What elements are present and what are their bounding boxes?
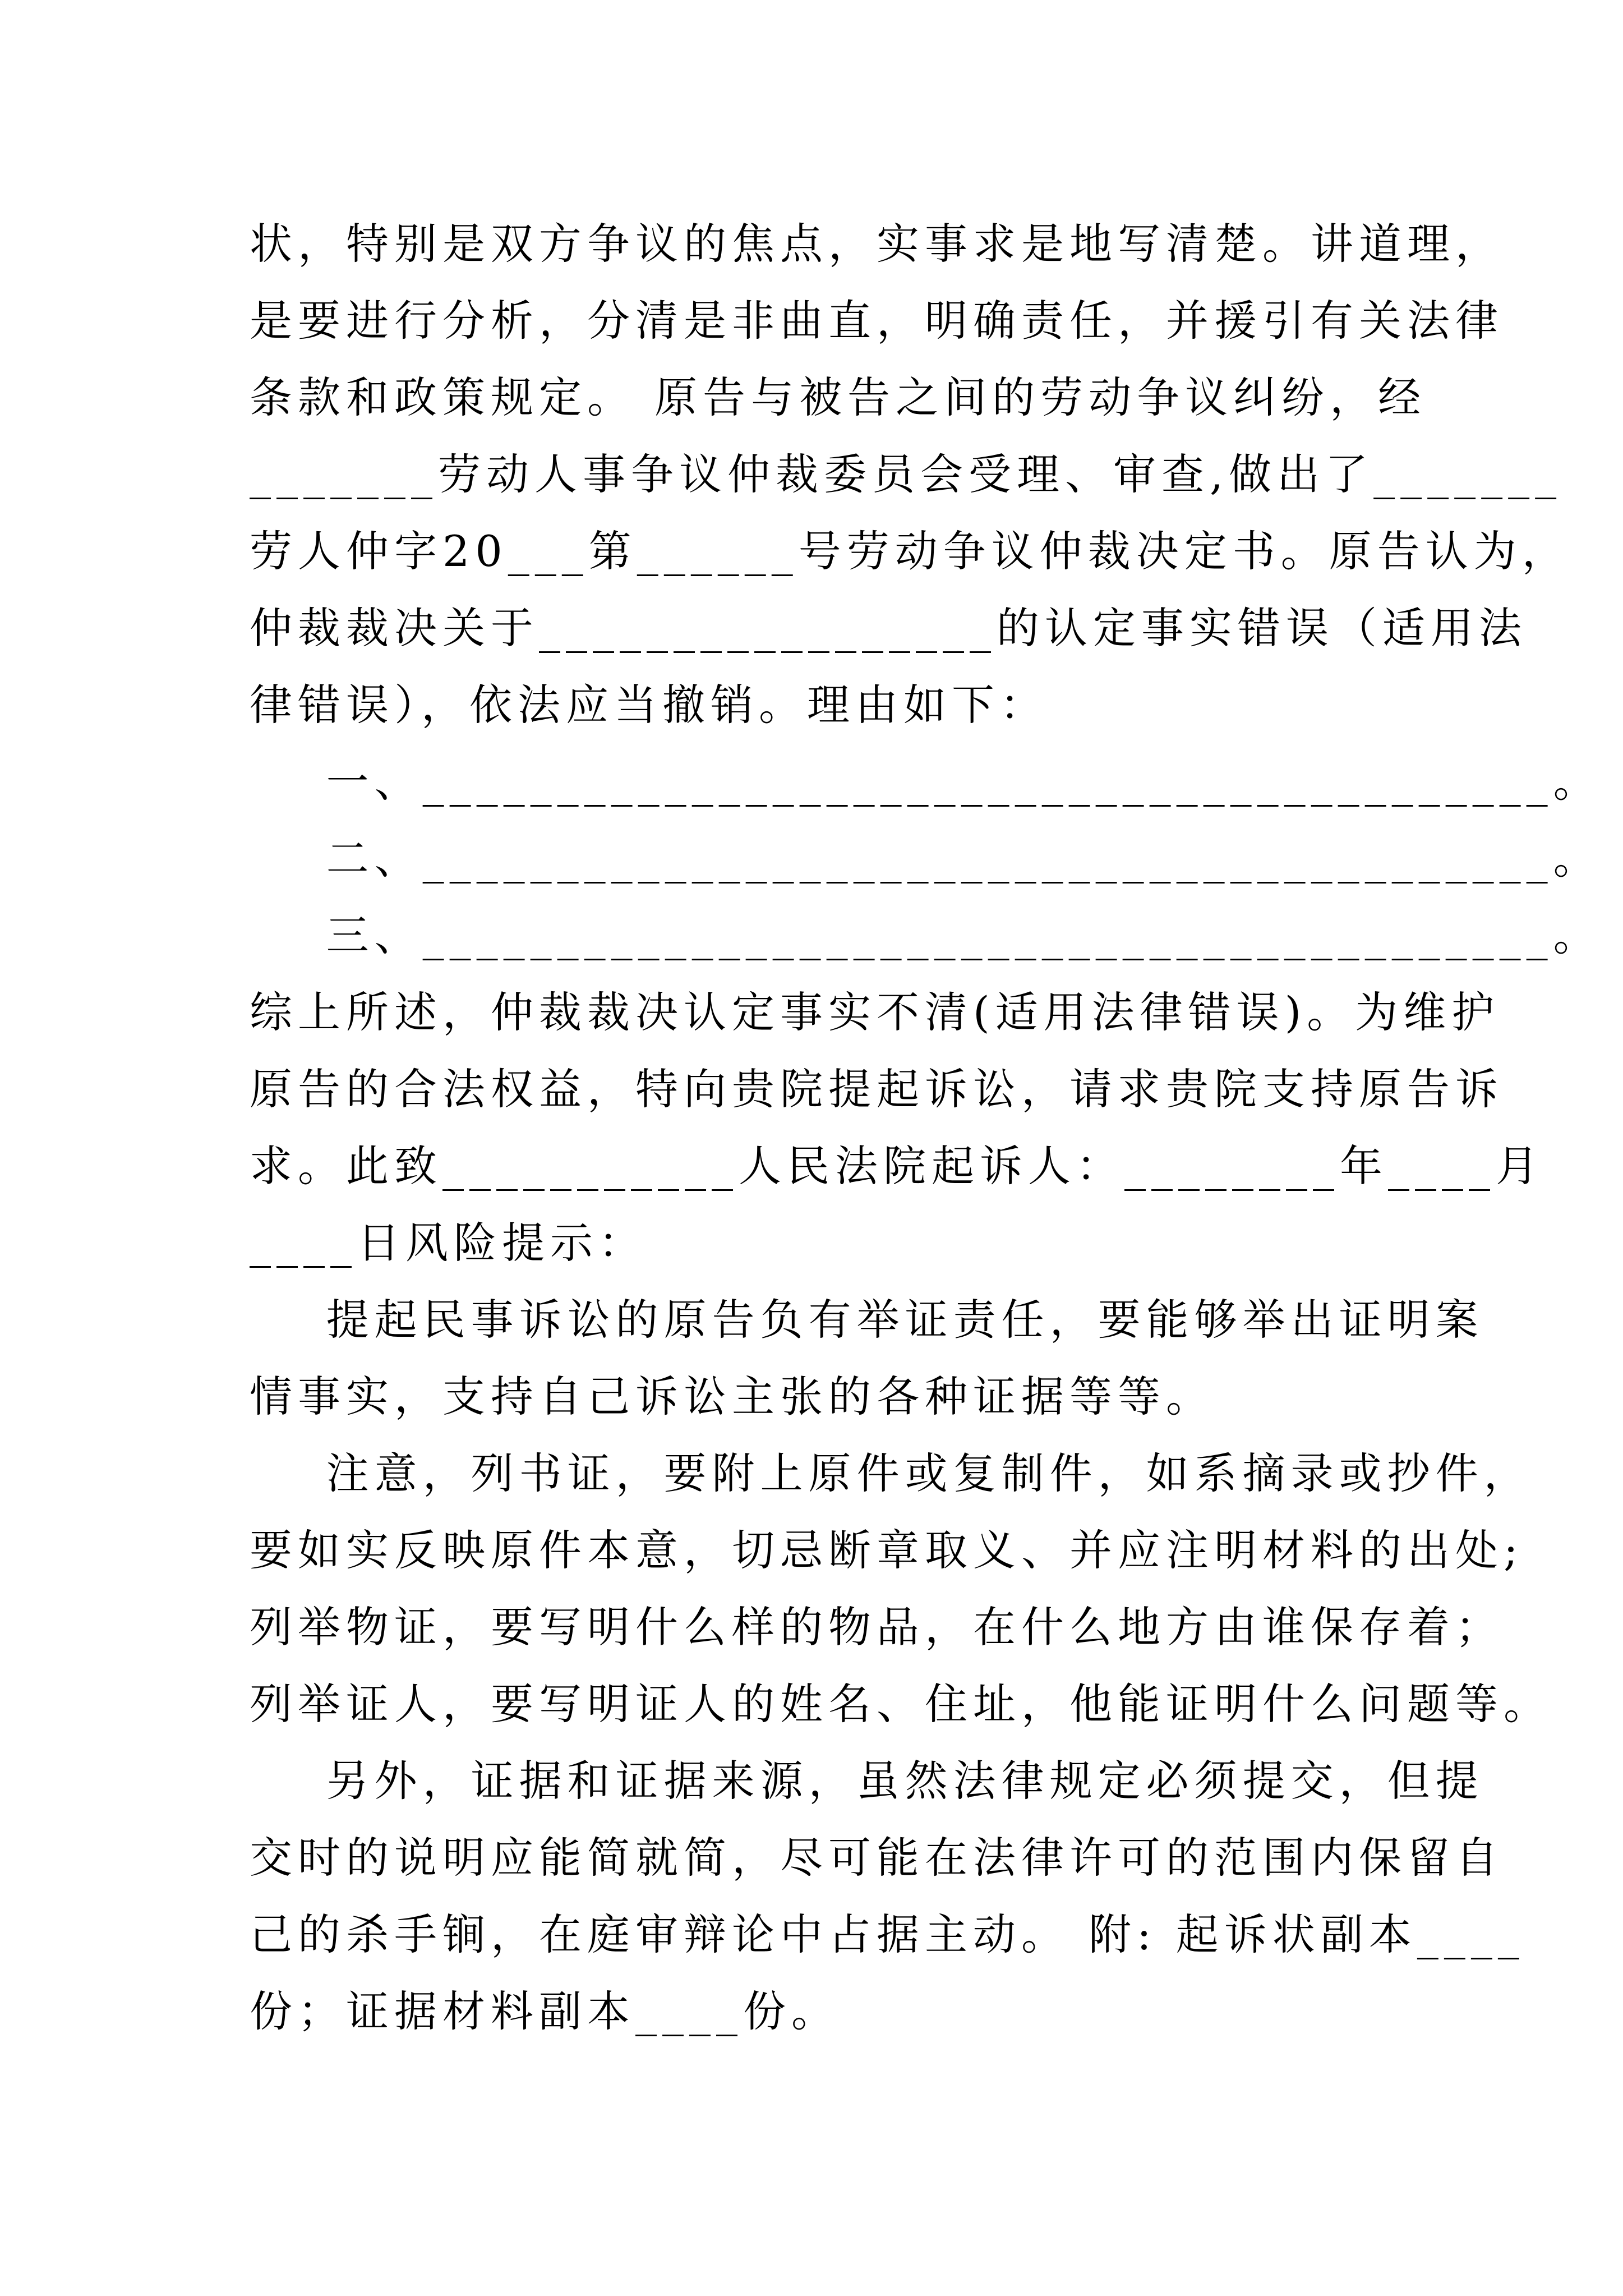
text-line: 另外，证据和证据来源，虽然法律规定必须提交，但提 <box>250 1756 1484 1806</box>
text-line: 注意，列书证，要附上原件或复制件，如系摘录或抄件， <box>250 1448 1532 1498</box>
text-line: 律错误），依法应当撤销。理由如下： <box>250 680 1048 730</box>
text-line: 仲裁裁决关于_________________的认定事实错误（适用法 <box>250 603 1527 653</box>
text-line: 交时的说明应能简就简，尽可能在法律许可的范围内保留自 <box>250 1833 1504 1883</box>
text-line: 劳人仲字20___第______号劳动争议仲裁决定书。原告认为， <box>250 526 1570 576</box>
text-line: 二、__________________________________________。 <box>250 834 1602 884</box>
text-line: 要如实反映原件本意，切忌断章取义、并应注明材料的出处; <box>250 1525 1524 1575</box>
text-line: 是要进行分析，分清是非曲直，明确责任，并援引有关法律 <box>250 296 1504 346</box>
text-line: 求。此致___________人民法院起诉人：________年____月 <box>250 1141 1544 1191</box>
text-line: 条款和政策规定。 原告与被告之间的劳动争议纠纷，经 <box>250 372 1427 422</box>
text-line: 情事实，支持自己诉讼主张的各种证据等等。 <box>250 1372 1214 1421</box>
text-line: 列举证人，要写明证人的姓名、住址，他能证明什么问题等。 <box>250 1679 1552 1729</box>
text-line: 己的杀手锏，在庭审辩论中占据主动。 附: 起诉状副本____ <box>250 1910 1525 1959</box>
text-line: 三、__________________________________________。 <box>250 910 1602 960</box>
text-line: 原告的合法权益，特向贵院提起诉讼，请求贵院支持原告诉 <box>250 1064 1504 1114</box>
text-line: 综上所述，仲裁裁决认定事实不清(适用法律错误)。为维护 <box>250 987 1500 1037</box>
text-line: 一、__________________________________________。 <box>250 757 1602 807</box>
text-line: _______劳动人事争议仲裁委员会受理、审查,做出了_______ <box>250 449 1562 499</box>
text-line: 份；证据材料副本____份。 <box>250 1986 840 2036</box>
text-line: 状，特别是双方争议的焦点，实事求是地写清楚。讲道理， <box>250 219 1504 269</box>
text-line: 提起民事诉讼的原告负有举证责任，要能够举出证明案 <box>250 1295 1484 1345</box>
text-line: ____日风险提示： <box>250 1218 647 1268</box>
text-line: 列举物证，要写明什么样的物品，在什么地方由谁保存着； <box>250 1602 1504 1652</box>
